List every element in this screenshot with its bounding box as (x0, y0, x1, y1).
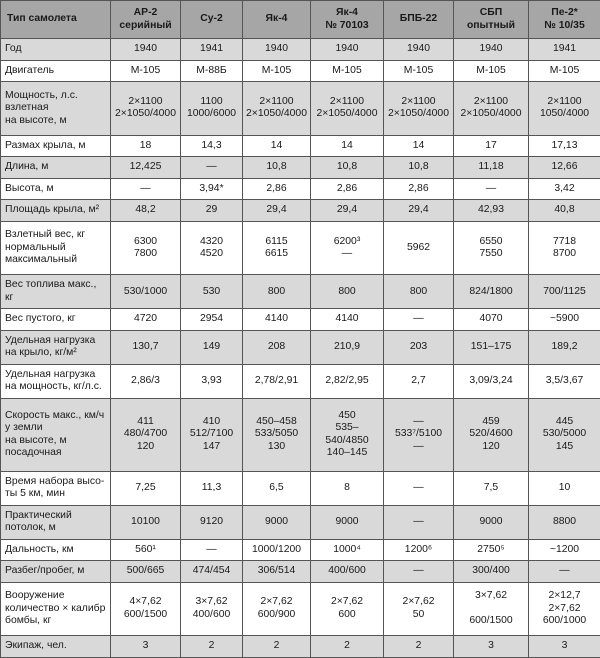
header-parameter: Тип самолета (1, 1, 111, 39)
table-cell: 2×1100 2×1050/4000 (384, 82, 454, 135)
table-cell: 530/1000 (111, 275, 181, 309)
table-cell: М-105 (454, 60, 529, 82)
header-aircraft: Пе-2* № 10/35 (529, 1, 600, 39)
table-cell: 1000/1200 (243, 539, 311, 561)
table-cell: 10,8 (384, 157, 454, 179)
table-cell: 8 (311, 471, 384, 505)
table-cell: ~5900 (529, 309, 600, 331)
table-cell: 445 530/5000 145 (529, 398, 600, 471)
table-cell: 1940 (243, 39, 311, 61)
table-cell: 29,4 (243, 200, 311, 222)
table-cell: 2 (384, 636, 454, 658)
table-cell: 459 520/4600 120 (454, 398, 529, 471)
table-cell: 40,8 (529, 200, 600, 222)
table-cell: 4×7,62 600/1500 (111, 582, 181, 635)
header-aircraft: Як-4 (243, 1, 311, 39)
table-cell: 4140 (311, 309, 384, 331)
table-cell: 306/514 (243, 561, 311, 583)
row-parameter-label: Год (1, 39, 111, 61)
header-aircraft: Як-4 № 70103 (311, 1, 384, 39)
table-cell: 11,18 (454, 157, 529, 179)
table-cell: — (454, 178, 529, 200)
table-cell: 17,13 (529, 135, 600, 157)
row-parameter-label: Экипаж, чел. (1, 636, 111, 658)
header-aircraft: СБП опытный (454, 1, 529, 39)
table-cell: 3 (529, 636, 600, 658)
row-parameter-label: Дальность, км (1, 539, 111, 561)
table-cell: 6200³ — (311, 221, 384, 274)
table-cell: 29 (181, 200, 243, 222)
row-parameter-label: Размах крыла, м (1, 135, 111, 157)
table-cell: 203 (384, 330, 454, 364)
table-cell: 1940 (454, 39, 529, 61)
table-cell: 1940 (111, 39, 181, 61)
table-cell: 5962 (384, 221, 454, 274)
table-cell: 2 (181, 636, 243, 658)
table-cell: 2×1100 2×1050/4000 (111, 82, 181, 135)
table-cell: 10100 (111, 505, 181, 539)
header-aircraft: АР-2 серийный (111, 1, 181, 39)
table-cell: 4720 (111, 309, 181, 331)
table-cell: 1940 (384, 39, 454, 61)
table-cell: 6550 7550 (454, 221, 529, 274)
table-cell: 29,4 (311, 200, 384, 222)
table-cell: 18 (111, 135, 181, 157)
row-parameter-label: Вес топлива макс., кг (1, 275, 111, 309)
table-cell: 11,3 (181, 471, 243, 505)
table-cell: 2×12,7 2×7,62 600/1000 (529, 582, 600, 635)
table-cell: 189,2 (529, 330, 600, 364)
table-row (1, 330, 600, 364)
table-cell: 411 480/4700 120 (111, 398, 181, 471)
table-cell: 6,5 (243, 471, 311, 505)
table-cell: 2,7 (384, 364, 454, 398)
table-cell: — (384, 309, 454, 331)
table-row (1, 364, 600, 398)
row-parameter-label: Практический потолок, м (1, 505, 111, 539)
table-cell: 14,3 (181, 135, 243, 157)
table-cell: 3,94* (181, 178, 243, 200)
table-cell: М-105 (243, 60, 311, 82)
table-cell: 3 (454, 636, 529, 658)
row-parameter-label: Скорость макс., км/ч у земли на высоте, м посадочная (1, 398, 111, 471)
table-cell: — (181, 539, 243, 561)
table-cell: 2,78/2,91 (243, 364, 311, 398)
table-cell: 500/665 (111, 561, 181, 583)
table-cell: 2,86/3 (111, 364, 181, 398)
row-parameter-label: Время набора высо- ты 5 км, мин (1, 471, 111, 505)
table-row (1, 178, 600, 200)
table-cell: М-105 (529, 60, 600, 82)
table-cell: М-105 (311, 60, 384, 82)
table-cell: 6115 6615 (243, 221, 311, 274)
table-row (1, 582, 600, 635)
table-cell: — (384, 471, 454, 505)
table-cell: 4140 (243, 309, 311, 331)
row-parameter-label: Удельная нагрузка на крыло, кг/м² (1, 330, 111, 364)
table-cell: 2 (243, 636, 311, 658)
table-cell: 9120 (181, 505, 243, 539)
table-body (1, 39, 600, 658)
table-row (1, 398, 600, 471)
table-cell: 7,25 (111, 471, 181, 505)
table-cell: 130,7 (111, 330, 181, 364)
table-cell: 48,2 (111, 200, 181, 222)
table-cell: 3,5/3,67 (529, 364, 600, 398)
table-cell: 151–175 (454, 330, 529, 364)
table-cell: — (529, 561, 600, 583)
table-cell: 210,9 (311, 330, 384, 364)
table-cell: ~1200 (529, 539, 600, 561)
row-parameter-label: Площадь крыла, м² (1, 200, 111, 222)
table-cell: 3,93 (181, 364, 243, 398)
table-row (1, 309, 600, 331)
table-cell: 824/1800 (454, 275, 529, 309)
table-cell: 3×7,62 400/600 (181, 582, 243, 635)
table-cell: 450–458 533/5050 130 (243, 398, 311, 471)
table-cell: 2×7,62 600 (311, 582, 384, 635)
table-row (1, 221, 600, 274)
table-cell: 14 (243, 135, 311, 157)
table-row (1, 60, 600, 82)
table-cell: 3,42 (529, 178, 600, 200)
table-cell: 2×7,62 50 (384, 582, 454, 635)
table-cell: 208 (243, 330, 311, 364)
table-row (1, 636, 600, 658)
table-cell: 17 (454, 135, 529, 157)
table-row (1, 39, 600, 61)
table-cell: 1100 1000/6000 (181, 82, 243, 135)
table-cell: 2,86 (384, 178, 454, 200)
row-parameter-label: Высота, м (1, 178, 111, 200)
table-cell: 2×1100 1050/4000 (529, 82, 600, 135)
table-row (1, 561, 600, 583)
table-cell: 2750⁵ (454, 539, 529, 561)
table-row (1, 157, 600, 179)
table-row (1, 82, 600, 135)
table-cell: 8800 (529, 505, 600, 539)
table-cell: 3,09/3,24 (454, 364, 529, 398)
table-cell: 10,8 (243, 157, 311, 179)
table-cell: 10,8 (311, 157, 384, 179)
table-cell: 2×7,62 600/900 (243, 582, 311, 635)
row-parameter-label: Взлетный вес, кг нормальный максимальный (1, 221, 111, 274)
table-cell: 42,93 (454, 200, 529, 222)
table-cell: 6300 7800 (111, 221, 181, 274)
table-row (1, 275, 600, 309)
table-row (1, 200, 600, 222)
table-cell: 12,425 (111, 157, 181, 179)
row-parameter-label: Мощность, л.с. взлетная на высоте, м (1, 82, 111, 135)
table-cell: 1200⁶ (384, 539, 454, 561)
header-aircraft: Су-2 (181, 1, 243, 39)
table-cell: 410 512/7100 147 (181, 398, 243, 471)
table-cell: 800 (243, 275, 311, 309)
table-cell: 2 (311, 636, 384, 658)
table-cell: 800 (311, 275, 384, 309)
table-cell: М-105 (384, 60, 454, 82)
table-cell: 400/600 (311, 561, 384, 583)
table-row (1, 471, 600, 505)
table-cell: 2×1100 2×1050/4000 (243, 82, 311, 135)
table-row (1, 539, 600, 561)
table-cell: — 533⁷/5100 — (384, 398, 454, 471)
table-cell: 560¹ (111, 539, 181, 561)
table-cell: — (384, 505, 454, 539)
table-cell: 149 (181, 330, 243, 364)
table-cell: 2,82/2,95 (311, 364, 384, 398)
table-cell: 10 (529, 471, 600, 505)
table-cell: 530 (181, 275, 243, 309)
table-cell: 14 (311, 135, 384, 157)
table-cell: 4320 4520 (181, 221, 243, 274)
table-cell: — (111, 178, 181, 200)
table-cell: — (181, 157, 243, 179)
table-cell: 9000 (454, 505, 529, 539)
table-cell: 1940 (311, 39, 384, 61)
table-row (1, 135, 600, 157)
table-cell: 1941 (529, 39, 600, 61)
table-cell: 2×1100 2×1050/4000 (311, 82, 384, 135)
table-cell: 2,86 (311, 178, 384, 200)
table-cell: 2×1100 2×1050/4000 (454, 82, 529, 135)
table-cell: 1941 (181, 39, 243, 61)
row-parameter-label: Вес пустого, кг (1, 309, 111, 331)
table-cell: 14 (384, 135, 454, 157)
table-cell: М-88Б (181, 60, 243, 82)
table-cell: 474/454 (181, 561, 243, 583)
header-row (1, 1, 600, 39)
table-cell: 700/1125 (529, 275, 600, 309)
table-cell: 12,66 (529, 157, 600, 179)
table-cell: 9000 (311, 505, 384, 539)
table-cell: 29,4 (384, 200, 454, 222)
table-row (1, 505, 600, 539)
row-parameter-label: Разбег/пробег, м (1, 561, 111, 583)
table-cell: 9000 (243, 505, 311, 539)
row-parameter-label: Длина, м (1, 157, 111, 179)
table-cell: 450 535– 540/4850 140–145 (311, 398, 384, 471)
header-aircraft: БПБ-22 (384, 1, 454, 39)
table-cell: 3×7,62 600/1500 (454, 582, 529, 635)
table-cell: 1000⁴ (311, 539, 384, 561)
table-cell: М-105 (111, 60, 181, 82)
table-cell: 4070 (454, 309, 529, 331)
row-parameter-label: Удельная нагрузка на мощность, кг/л.с. (1, 364, 111, 398)
table-cell: 800 (384, 275, 454, 309)
table-cell: 3 (111, 636, 181, 658)
table-cell: 300/400 (454, 561, 529, 583)
table-cell: 2,86 (243, 178, 311, 200)
table-cell: — (384, 561, 454, 583)
row-parameter-label: Двигатель (1, 60, 111, 82)
table-cell: 7,5 (454, 471, 529, 505)
table-cell: 2954 (181, 309, 243, 331)
row-parameter-label: Вооружение количество × калибр бомбы, кг (1, 582, 111, 635)
table-cell: 7718 8700 (529, 221, 600, 274)
